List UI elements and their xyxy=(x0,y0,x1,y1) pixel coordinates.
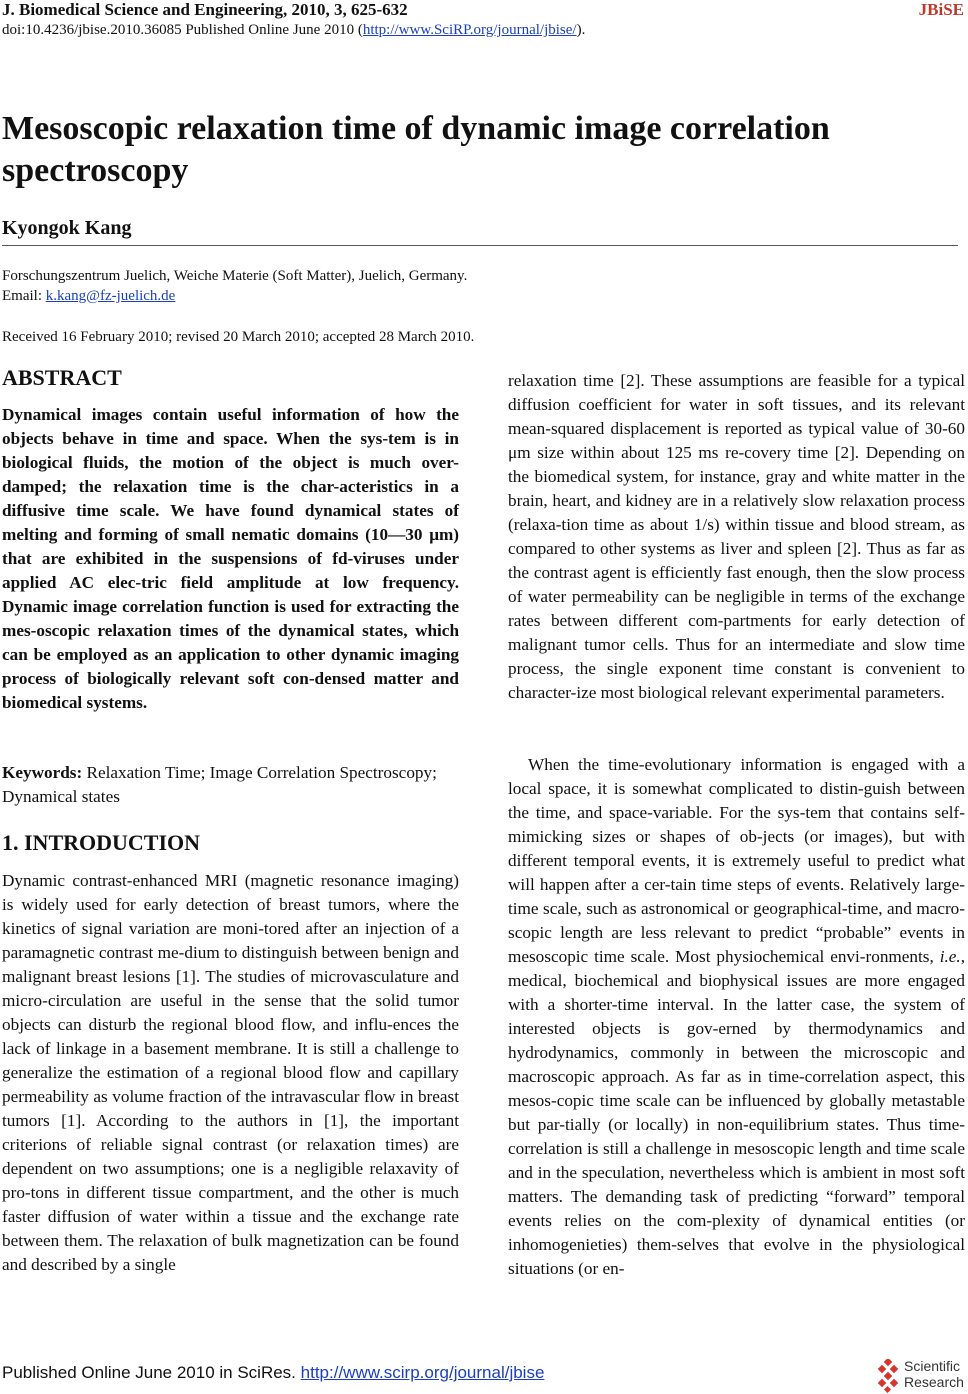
abstract-heading: ABSTRACT xyxy=(2,365,122,390)
journal-link[interactable]: http://www.SciRP.org/journal/jbise/ xyxy=(362,22,577,38)
doi-suffix: ). xyxy=(576,22,586,38)
footer-text: Published Online June 2010 in SciRes. xyxy=(2,1363,301,1382)
email-line xyxy=(2,286,175,306)
journal-citation: J. Biomedical Science and Engineering, 2010, 3, 625-632 xyxy=(2,0,408,19)
doi-prefix: doi:10.4236/jbise.2010.36085 Published Online June 2010 ( xyxy=(2,22,363,38)
abstract-text: Dynamical images contain useful information of how the objects behave in time and space. When the sys-tem is in biological fluids, the motion of the object is much over-damped; the relaxation time is the char-acteristics in a diffusive time scale. We have found dynamical states of melting and forming of small nematic domains (10—30 μm) that are exhibited in the suspensions of fd-viruses under applied AC elec-tric field amplitude at low frequency. Dynamic image correlation function is used for extracting the mes-oscopic relaxation times of the dynamical states, which can be employed as an application to other dynamic imaging process of biologically relevant soft con-densed matter and biomedical systems. xyxy=(2,405,459,712)
paragraph-2-ie: i.e. xyxy=(939,947,961,966)
logo-text xyxy=(904,1358,964,1390)
introduction-heading: 1. INTRODUCTION xyxy=(2,830,201,855)
article-title: Mesoscopic relaxation time of dynamic image correlation spectroscopy xyxy=(2,110,830,189)
affiliation: Forschungszentrum Juelich, Weiche Materie (Soft Matter), Juelich, Germany. xyxy=(2,268,468,284)
email-label: Email: xyxy=(2,288,46,304)
introduction-left-text: Dynamic contrast-enhanced MRI (magnetic resonance imaging) is widely used for early detection of breast tumors, where the kinetics of signal variation are moni-tored after an injection of a paramagnetic contrast me-dium to distinguish between benign and malignant breast lesions [1]. The studies of microvasculature and micro-circulation are useful in the sense that the solid tumor objects can disturb the regional blood flow, and influ-ences the lack of linkage in a basement membrane. It is still a challenge to generalize the estimation of a regional blood flow and capillary permeability as volume fraction of the intravascular flow in breast tumors [1]. According to the authors in [1], the important criterions of reliable signal contrast (or relaxation times) are dependent on two assumptions; one is a negligible relaxavity of pro-tons in different tissue compartment, and the other is much faster diffusion of water within a tissue and the exchange rate between them. The relaxation of bulk magnetization can be found and described by a single xyxy=(2,871,459,1274)
paragraph-2-part-b: , medical, biochemical and biophysical issues are more engaged with a shorter-time interval. In the latter case, the system of interested objects is gov-erned by thermodynamics and hydrodynamics, commonly in between the microscopic and macroscopic approach. As far as in time-correlation aspect, this mesos-copic time scale can be influenced by globally metastable but par-tially (or locally) in non-equilibrium states. Thus time-correlation is still a challenge in mesoscopic length and time scale and in the speculation, nevertheless which is ambient in most soft matters. The demanding task of predicting “forward” temporal events relies on the com-plexity of dynamical entities (or inhomogenieties) them-selves that evolve in the physiological situations (or en- xyxy=(508,947,965,1278)
email-link[interactable]: k.kang@fz-juelich.de xyxy=(45,288,176,304)
doi-line xyxy=(2,21,585,39)
introduction-right-paragraph-1: relaxation time [2]. These assumptions are feasible for a typical diffusion coefficient for water in soft tissues, and its relevant mean-squared displacement is reported as typical value of 30-60 μm size within about 125 ms re-covery time [2]. Depending on the biomedical system, for instance, gray and white matter in the brain, heart, and kidney are in a relatively slow relaxation process (relaxa-tion time as about 1/s) within tissue and blood stream, as compared to other systems as liver and spleen [2]. Thus as far as the contrast agent is efficiently fast enough, then the slow process of water permeability can be negligible in terms of the exchange rates between different com-partments for early detection of malignant tumor cells. Thus for an intermediate and slow time process, the single exponent time constant is convenient to character-ize most biological relevant experimental parameters. xyxy=(508,371,965,702)
logo-mark-icon xyxy=(876,1359,902,1393)
title-divider xyxy=(2,245,958,246)
keywords-text: Relaxation Time; Image Correlation Spectroscopy; Dynamical states xyxy=(2,763,437,806)
journal-abbreviation: JBiSE xyxy=(918,0,964,19)
paragraph-2-part-a: When the time-evolutionary information is engaged with a local space, it is somewhat complicated to distin-guish between the time, and space-variable. For the sys-tem that contains self-mimicking sizes or shapes of ob-jects (or images), but with different temporal events, it is extremely useful to predict what will happen after a cer-tain time steps of events. Relatively large-time scale, such as astronomical or geographical-time, and macro-scopic length are less relevant to predict “probable” events in mesoscopic time scale. Most physiochemical envi-ronments, xyxy=(508,755,965,966)
logo-line-2: Research xyxy=(904,1374,964,1390)
introduction-right-paragraph-2 xyxy=(508,753,965,1281)
keywords-label: Keywords: xyxy=(2,763,83,782)
footer-line xyxy=(2,1362,544,1384)
author-name: Kyongok Kang xyxy=(2,217,132,239)
scientific-research-logo xyxy=(876,1358,968,1394)
received-dates: Received 16 February 2010; revised 20 March 2010; accepted 28 March 2010. xyxy=(2,329,475,345)
logo-line-1: Scientific xyxy=(904,1358,961,1374)
footer-link[interactable]: http://www.scirp.org/journal/jbise xyxy=(300,1363,545,1382)
keywords xyxy=(2,761,459,809)
